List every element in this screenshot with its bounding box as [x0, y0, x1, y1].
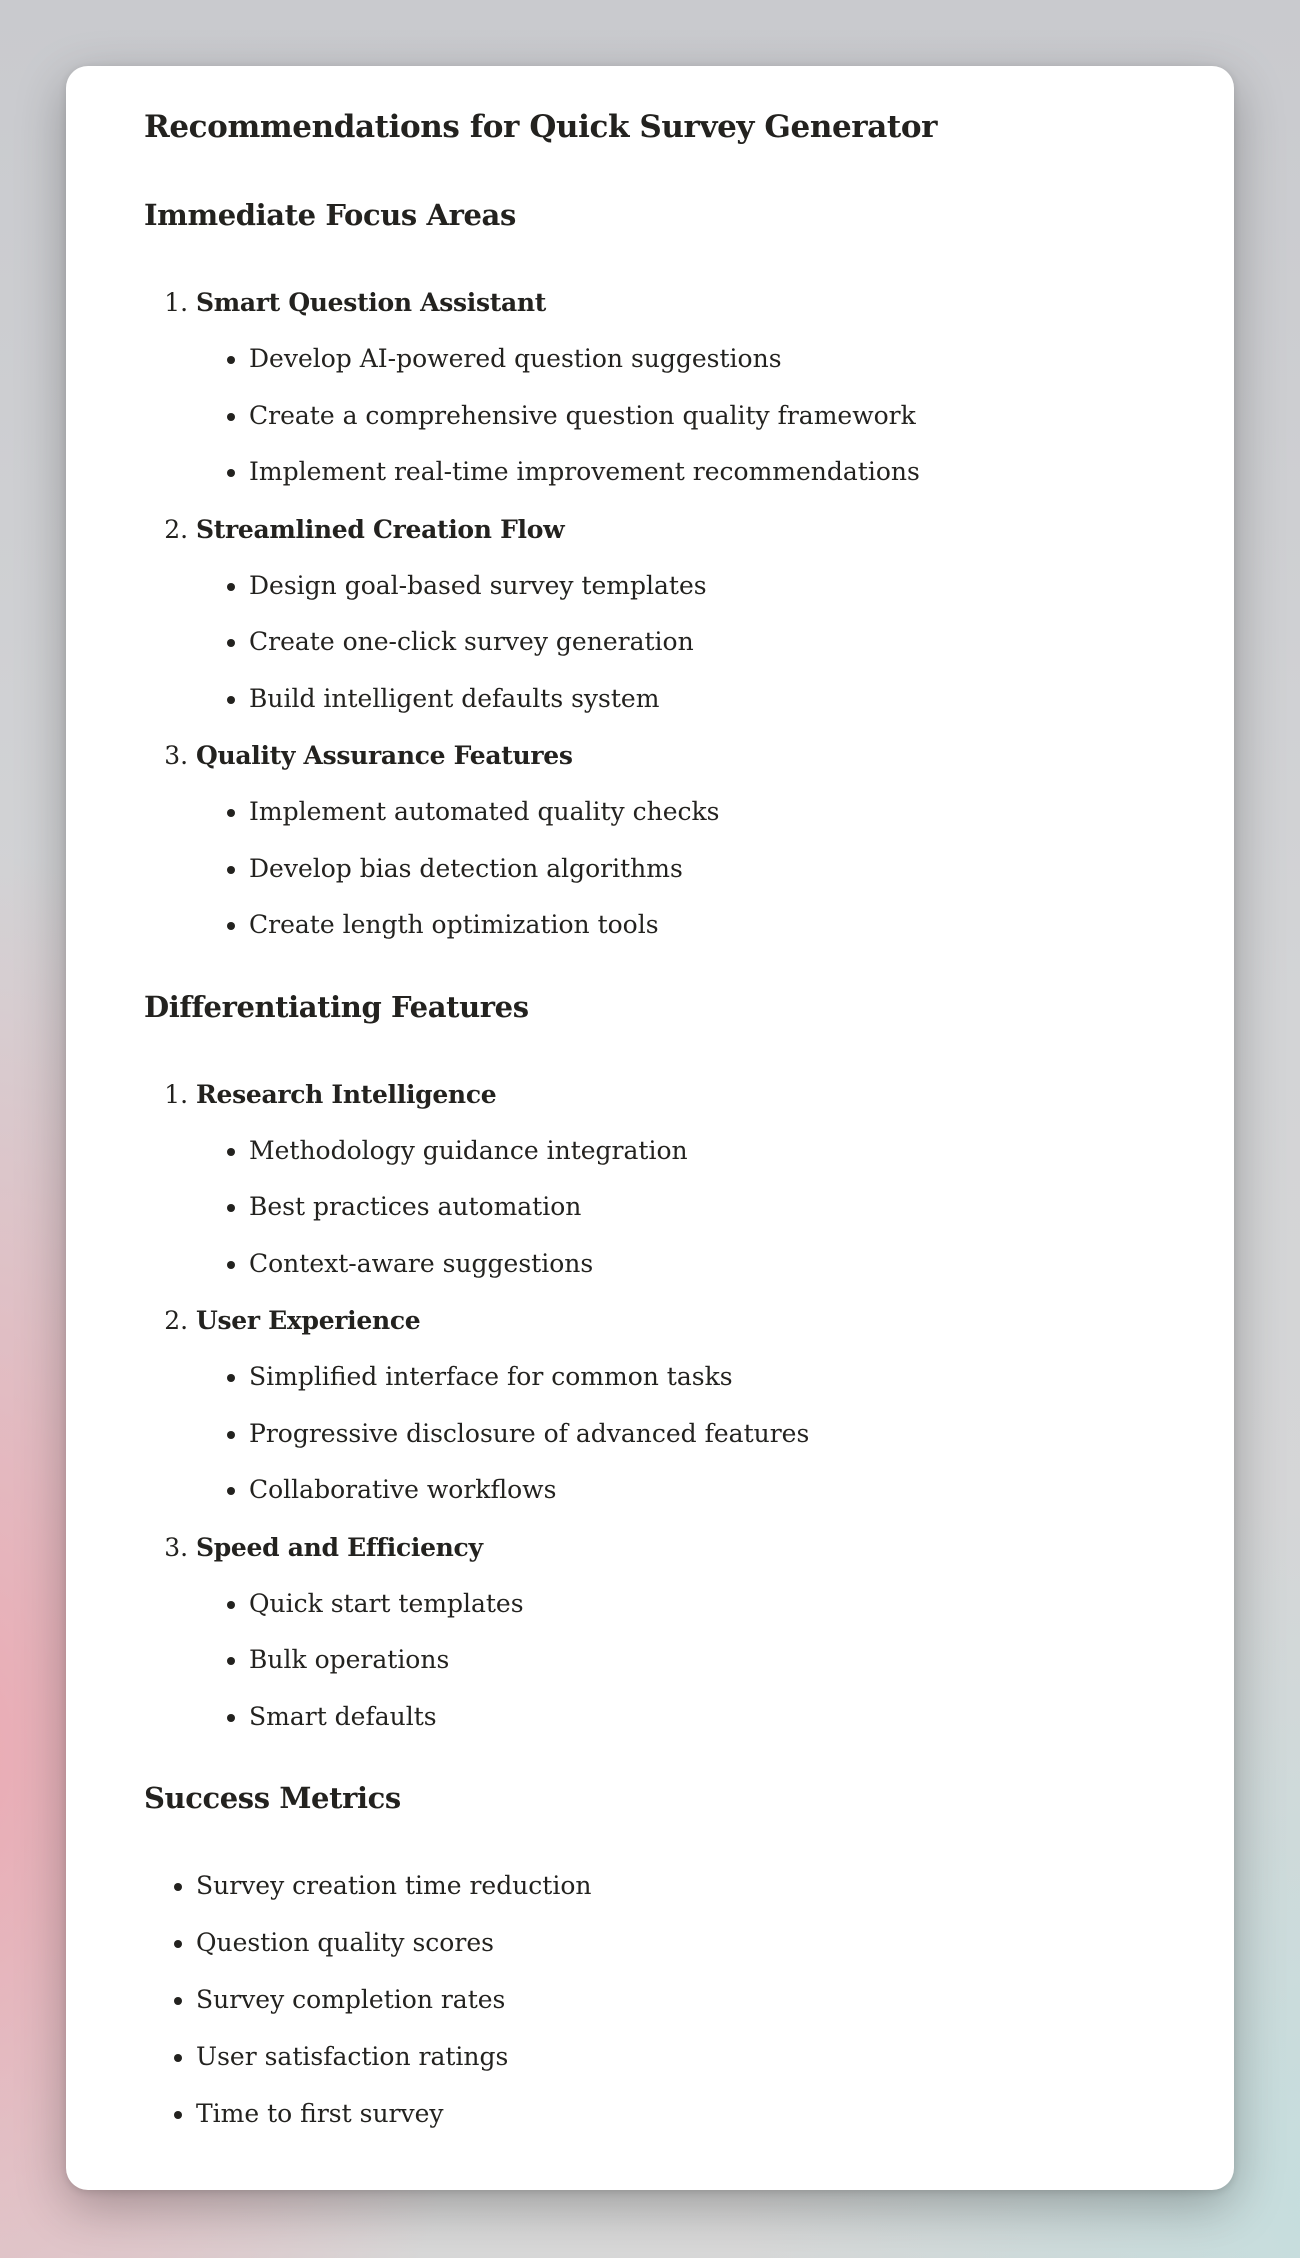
sub-list — [196, 331, 1154, 501]
sub-list-item: • Develop AI-powered question suggestions — [249, 331, 1154, 388]
sub-list-item: • Implement real-time improvement recommendations — [249, 444, 1154, 501]
section-heading-success-metrics: Success Metrics — [144, 1781, 401, 1815]
sub-list-item: • Collaborative workflows — [249, 1462, 1154, 1519]
list-item-title: Research Intelligence — [196, 1079, 497, 1109]
sub-list-item: • Create a comprehensive question quality framework — [249, 388, 1154, 445]
sub-list — [196, 1349, 1154, 1519]
list-item-title: Streamlined Creation Flow — [196, 514, 565, 544]
sub-list-item: • Best practices automation — [249, 1179, 1154, 1236]
focus-areas-list — [144, 274, 1154, 954]
list-item: • User satisfaction ratings — [196, 2028, 1154, 2085]
list-item-title: Smart Question Assistant — [196, 288, 547, 317]
sub-list-item: • Develop bias detection algorithms — [249, 841, 1154, 898]
sub-list-item: • Quick start templates — [249, 1576, 1154, 1633]
list-item-title: User Experience — [196, 1306, 421, 1335]
list-item — [196, 1292, 1154, 1519]
sub-list-item: • Smart defaults — [249, 1689, 1154, 1746]
sub-list — [196, 558, 1154, 728]
list-item — [196, 1066, 1154, 1293]
sub-list-item: • Context-aware suggestions — [249, 1236, 1154, 1293]
sub-list-item: • Bulk operations — [249, 1632, 1154, 1689]
list-item: • Survey creation time reduction — [196, 1857, 1154, 1914]
sub-list-item: • Implement automated quality checks — [249, 784, 1154, 841]
sub-list — [196, 1576, 1154, 1746]
list-item — [196, 1519, 1154, 1746]
list-item: • Survey completion rates — [196, 1971, 1154, 2028]
list-item: • Question quality scores — [196, 1914, 1154, 1971]
list-item — [196, 501, 1154, 728]
sub-list-item: • Simplified interface for common tasks — [249, 1349, 1154, 1406]
success-metrics-list — [144, 1857, 1154, 2142]
sub-list-item: • Build intelligent defaults system — [249, 671, 1154, 728]
list-item-title: Quality Assurance Features — [196, 741, 573, 770]
differentiating-features-list — [144, 1066, 1154, 1746]
sub-list-item: • Create length optimization tools — [249, 897, 1154, 954]
document-card — [66, 66, 1234, 2190]
sub-list-item: • Create one-click survey generation — [249, 614, 1154, 671]
sub-list-item: • Methodology guidance integration — [249, 1123, 1154, 1180]
list-item — [196, 727, 1154, 954]
section-heading-immediate-focus-areas: Immediate Focus Areas — [144, 198, 516, 232]
list-item-title: Speed and Efficiency — [196, 1532, 483, 1562]
sub-list-item: • Design goal-based survey templates — [249, 558, 1154, 615]
sub-list-item: • Progressive disclosure of advanced features — [249, 1406, 1154, 1463]
sub-list — [196, 1123, 1154, 1293]
list-item — [196, 274, 1154, 501]
section-heading-differentiating-features: Differentiating Features — [144, 989, 529, 1024]
list-item: • Time to first survey — [196, 2085, 1154, 2142]
sub-list — [196, 784, 1154, 954]
document-title: Recommendations for Quick Survey Generator — [144, 109, 938, 145]
